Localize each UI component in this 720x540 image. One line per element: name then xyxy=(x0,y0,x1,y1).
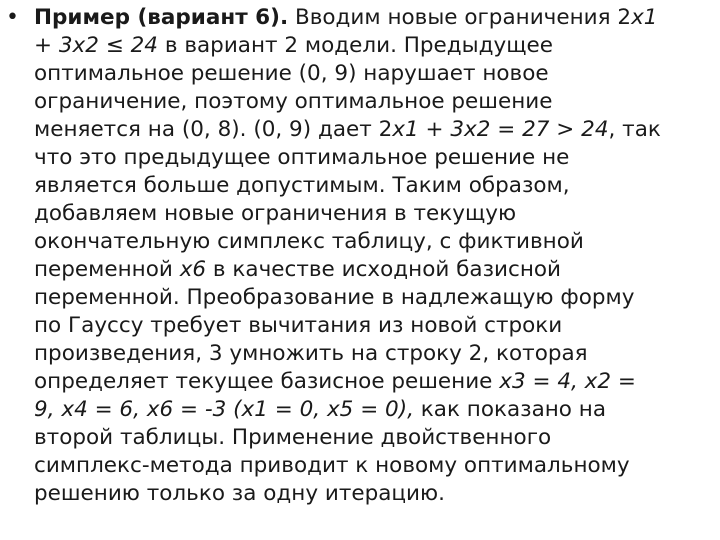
text-segment: по Гауссу требует вычитания из новой строки xyxy=(34,313,563,338)
text-segment: добавляем новые ограничения в текущую xyxy=(34,201,517,226)
text-line xyxy=(34,200,718,228)
italic-formula: x1 + 3x2 = 27 > 24 xyxy=(392,117,609,142)
italic-formula: x6 xyxy=(179,257,207,282)
text-segment: является больше допустимым. Таким образом, xyxy=(34,173,570,198)
text-segment: в вариант 2 модели. Предыдущее xyxy=(157,33,553,58)
text-segment: решению только за одну итерацию. xyxy=(34,481,445,506)
italic-formula: x1 xyxy=(631,5,658,30)
text-segment: в качестве исходной базисной xyxy=(206,257,562,282)
text-line xyxy=(34,480,718,508)
text-segment: как показано на xyxy=(413,397,607,422)
paragraph-text xyxy=(34,4,718,508)
italic-formula: 9, x4 = 6, x6 = -3 (x1 = 0, x5 = 0), xyxy=(34,397,414,422)
text-segment: ограничение, поэтому оптимальное решение xyxy=(34,89,553,114)
text-segment: произведения, 3 умножить на строку 2, которая xyxy=(34,341,588,366)
text-line xyxy=(34,368,718,396)
text-line xyxy=(34,116,718,144)
text-segment: меняется на (0, 8). (0, 9) дает 2 xyxy=(34,117,393,142)
text-segment: второй таблицы. Применение двойственного xyxy=(34,425,552,450)
text-segment: Вводим новые ограничения 2 xyxy=(288,5,632,30)
text-line xyxy=(34,312,718,340)
text-segment: что это предыдущее оптимальное решение не xyxy=(34,145,570,170)
text-segment: переменной. Преобразование в надлежащую форму xyxy=(34,285,635,310)
text-line xyxy=(34,256,718,284)
bullet-marker: • xyxy=(6,5,19,30)
text-segment: , так xyxy=(608,117,661,142)
text-segment: оптимальное решение (0, 9) нарушает новое xyxy=(34,61,549,86)
text-line xyxy=(34,284,718,312)
text-line xyxy=(34,424,718,452)
text-line xyxy=(34,32,718,60)
text-line xyxy=(34,144,718,172)
text-segment: симплекс-метода приводит к новому оптимальному xyxy=(34,453,630,478)
text-line xyxy=(34,340,718,368)
text-segment: определяет текущее базисное решение xyxy=(34,369,500,394)
text-line xyxy=(34,172,718,200)
text-line xyxy=(34,60,718,88)
italic-formula: x3 = 4, x2 = xyxy=(499,369,636,394)
text-segment: окончательную симплекс таблицу, с фиктивной xyxy=(34,229,584,254)
text-line xyxy=(34,4,718,32)
text-line xyxy=(34,228,718,256)
bold-text: Пример (вариант 6). xyxy=(34,5,289,30)
text-line xyxy=(34,452,718,480)
italic-formula: + 3x2 ≤ 24 xyxy=(34,33,158,58)
text-line xyxy=(34,396,718,424)
text-line xyxy=(34,88,718,116)
text-segment: переменной xyxy=(34,257,180,282)
